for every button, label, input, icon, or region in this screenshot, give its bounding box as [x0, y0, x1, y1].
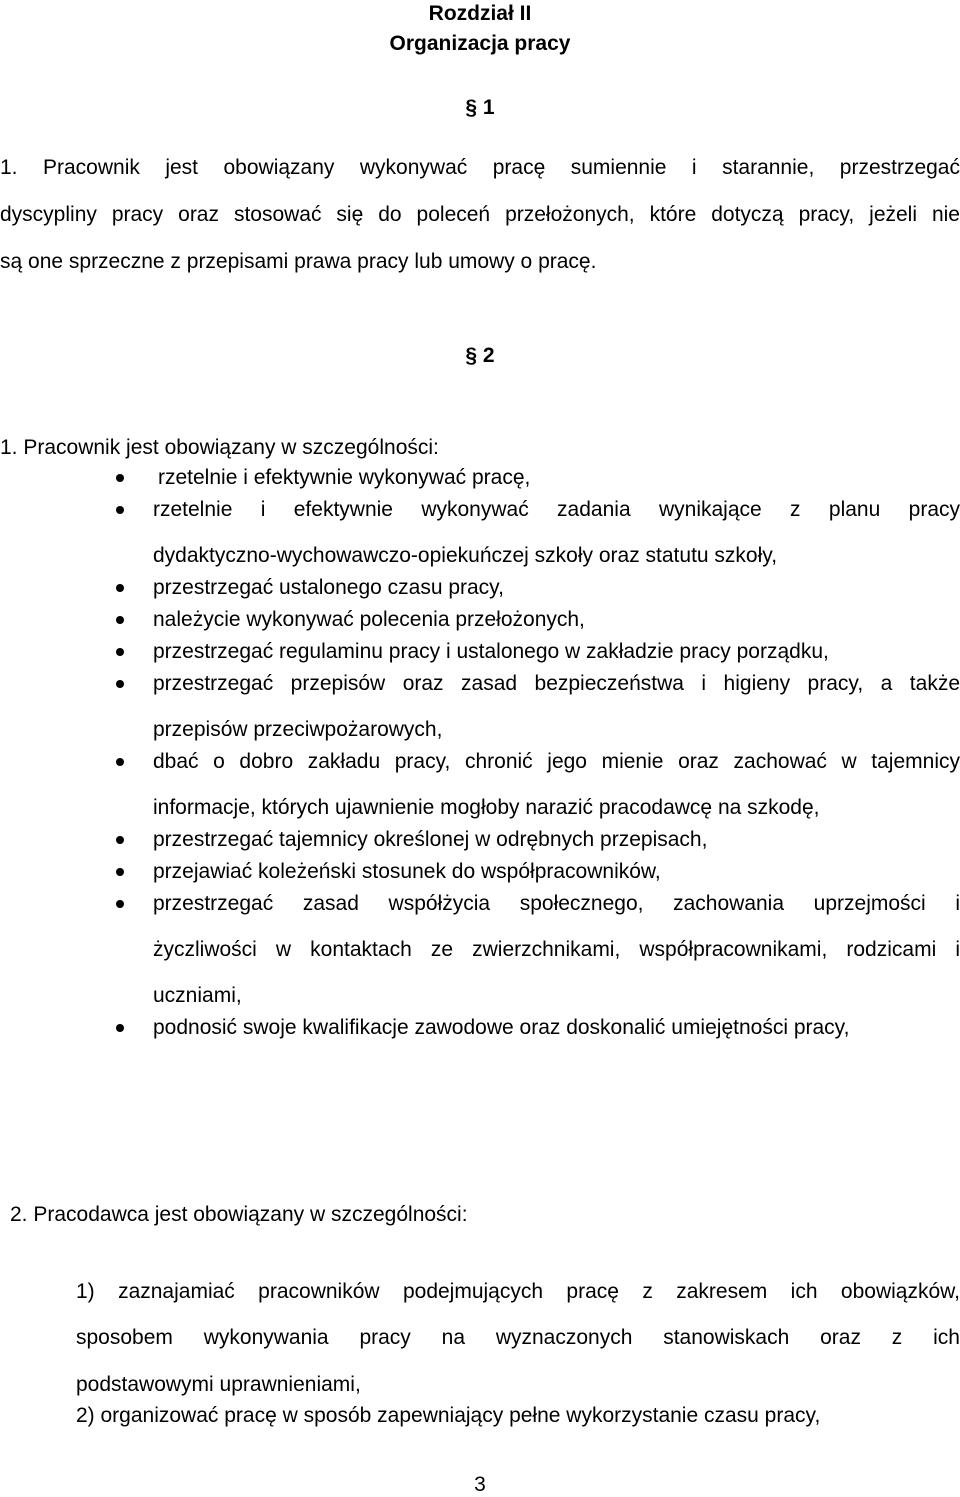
bullet-marker [116, 506, 124, 514]
duty-item-5: przestrzegać regulaminu pracy i ustalonego w zakładzie pracy porządku, [153, 640, 829, 663]
bullet-marker [116, 648, 124, 656]
duty-item-9: przejawiać koleżeński stosunek do współpracowników, [153, 860, 661, 883]
bullet-marker [116, 474, 124, 482]
duty-item-11: podnosić swoje kwalifikacje zawodowe oraz doskonalić umiejętności pracy, [153, 1016, 850, 1039]
section-1-line-2: dyscypliny pracy oraz stosować się do poleceń przełożonych, które dotyczą pracy, jeżeli nie [0, 203, 960, 226]
bullet-marker [116, 900, 124, 908]
bullet-marker [116, 836, 124, 844]
employer-item-2: 2) organizować pracę w sposób zapewniający pełne wykorzystanie czasu pracy, [76, 1404, 821, 1427]
bullet-marker [116, 584, 124, 592]
section-2-intro: 1. Pracownik jest obowiązany w szczególności: [0, 436, 439, 459]
section-1-line-1: 1. Pracownik jest obowiązany wykonywać pracę sumiennie i starannie, przestrzegać [0, 156, 960, 179]
duty-item-10: przestrzegać zasad współżycia społecznego, zachowania uprzejmości i [153, 892, 960, 915]
page-number: 3 [474, 1473, 486, 1496]
duty-item-10-cont-1: życzliwości w kontaktach ze zwierzchnikami, współpracownikami, rodzicami i [153, 938, 960, 961]
section-1-line-3: są one sprzeczne z przepisami prawa pracy lub umowy o pracę. [0, 250, 597, 273]
duty-item-2: rzetelnie i efektywnie wykonywać zadania wynikające z planu pracy [153, 498, 960, 521]
duty-item-7: dbać o dobro zakładu pracy, chronić jego mienie oraz zachować w tajemnicy [153, 750, 960, 773]
duty-item-4: należycie wykonywać polecenia przełożonych, [153, 608, 585, 631]
duty-item-3: przestrzegać ustalonego czasu pracy, [153, 576, 504, 599]
employer-item-1: 1) zaznajamiać pracowników podejmujących pracę z zakresem ich obowiązków, [76, 1280, 960, 1303]
employer-item-1-cont-2: podstawowymi uprawnieniami, [76, 1373, 361, 1396]
chapter-subtitle: Organizacja pracy [389, 32, 571, 55]
employer-item-1-cont-1: sposobem wykonywania pracy na wyznaczonych stanowiskach oraz z ich [76, 1326, 960, 1349]
bullet-marker [116, 680, 124, 688]
section-1-heading: § 1 [465, 96, 495, 119]
bullet-marker [116, 616, 124, 624]
duty-item-8: przestrzegać tajemnicy określonej w odrębnych przepisach, [153, 828, 708, 851]
bullet-marker [116, 1024, 124, 1032]
duty-item-1: rzetelnie i efektywnie wykonywać pracę, [158, 466, 531, 489]
duty-item-6-cont: przepisów przeciwpożarowych, [153, 718, 443, 741]
bullet-marker [116, 868, 124, 876]
duty-item-10-cont-2: uczniami, [153, 984, 242, 1007]
employer-duties-intro: 2. Pracodawca jest obowiązany w szczególności: [10, 1203, 468, 1226]
duty-item-7-cont: informacje, których ujawnienie mogłoby narazić pracodawcę na szkodę, [153, 796, 820, 819]
section-2-heading: § 2 [465, 344, 495, 367]
duty-item-6: przestrzegać przepisów oraz zasad bezpieczeństwa i higieny pracy, a także [153, 672, 960, 695]
duty-item-2-cont: dydaktyczno-wychowawczo-opiekuńczej szkoły oraz statutu szkoły, [153, 544, 778, 567]
bullet-marker [116, 758, 124, 766]
chapter-title: Rozdział II [428, 2, 532, 25]
